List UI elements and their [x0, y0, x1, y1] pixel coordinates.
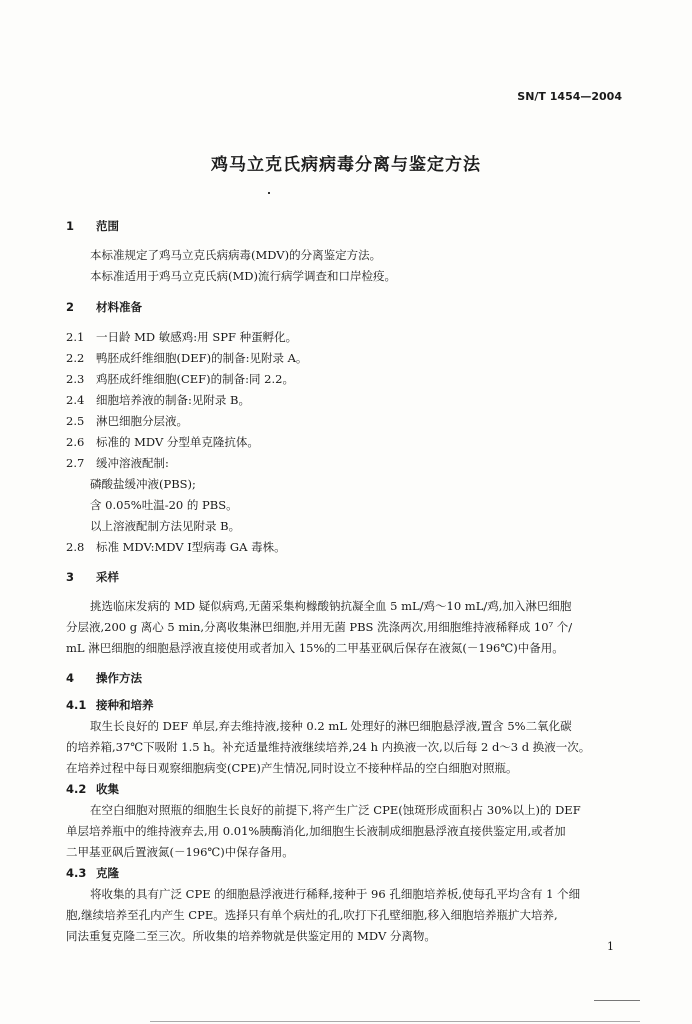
page-title: 鸡马立克氏病病毒分离与鉴定方法: [211, 155, 481, 175]
section-2-heading: 2 材料准备: [66, 300, 142, 314]
section-4-3-line: 将收集的具有广泛 CPE 的细胞悬浮液进行稀释,接种于 96 孔细胞培养板,使每孔平均含有 1 个细: [90, 887, 581, 901]
item-2-3: 2.3 鸡胚成纤维细胞(CEF)的制备:同 2.2。: [66, 372, 294, 386]
section-3-line: 分层液,200 g 离心 5 min,分离收集淋巴细胞,并用无菌 PBS 洗涤两次,用细胞维持液稀释成 10⁷ 个/: [66, 620, 573, 634]
item-2-1: 2.1 一日龄 MD 敏感鸡:用 SPF 种蛋孵化。: [66, 330, 298, 344]
item-2-4: 2.4 细胞培养液的制备:见附录 B。: [66, 393, 250, 407]
section-4-3-heading: 4.3 克隆: [66, 866, 119, 880]
bottom-scan-artifact: [150, 1021, 640, 1022]
item-2-7: 2.7 缓冲溶液配制:: [66, 456, 169, 470]
section-3-heading: 3 采样: [66, 570, 119, 584]
section-4-1-heading: 4.1 接种和培养: [66, 698, 154, 712]
section-4-2-line: 二甲基亚砜后置液氮(－196℃)中保存备用。: [66, 845, 294, 859]
section-4-3-line: 同法重复克隆二至三次。所收集的培养物就是供鉴定用的 MDV 分离物。: [66, 929, 436, 943]
item-2-2: 2.2 鸭胚成纤维细胞(DEF)的制备:见附录 A。: [66, 351, 308, 365]
section-3-line: 挑选临床发病的 MD 疑似病鸡,无菌采集枸橼酸钠抗凝全血 5 mL/鸡～10 mL/鸡,加入淋巴细胞: [90, 599, 572, 613]
section-1-heading: 1 范围: [66, 219, 119, 233]
section-1-line: 本标准规定了鸡马立克氏病病毒(MDV)的分离鉴定方法。: [90, 248, 382, 262]
section-1-line: 本标准适用于鸡马立克氏病(MD)流行病学调查和口岸检疫。: [90, 269, 396, 283]
section-4-2-heading: 4.2 收集: [66, 782, 119, 796]
footer-rule: [594, 1000, 640, 1001]
item-2-7-line: 含 0.05%吐温-20 的 PBS。: [90, 498, 238, 512]
item-2-7-line: 磷酸盐缓冲液(PBS);: [90, 477, 196, 491]
section-4-2-line: 单层培养瓶中的维持液弃去,用 0.01%胰酶消化,加细胞生长液制成细胞悬浮液直接供鉴定用,或者加: [66, 824, 566, 838]
stray-dot: [268, 192, 270, 194]
standard-number: SN/T 1454—2004: [517, 90, 622, 103]
section-4-2-line: 在空白细胞对照瓶的细胞生长良好的前提下,将产生广泛 CPE(蚀斑形成面积占 30%以上)的 DEF: [90, 803, 581, 817]
section-4-heading: 4 操作方法: [66, 671, 142, 685]
section-4-1-line: 取生长良好的 DEF 单层,弃去维持液,接种 0.2 mL 处理好的淋巴细胞悬浮液,置含 5%二氧化碳: [90, 719, 572, 733]
item-2-6: 2.6 标准的 MDV 分型单克隆抗体。: [66, 435, 259, 449]
item-2-7-line: 以上溶液配制方法见附录 B。: [90, 519, 241, 533]
section-4-3-line: 胞,继续培养至孔内产生 CPE。选择只有单个病灶的孔,吹打下孔壁细胞,移入细胞培养瓶扩大培养,: [66, 908, 558, 922]
item-2-5: 2.5 淋巴细胞分层液。: [66, 414, 188, 428]
item-2-8: 2.8 标准 MDV:MDV Ⅰ型病毒 GA 毒株。: [66, 540, 286, 554]
section-4-1-line: 在培养过程中每日观察细胞病变(CPE)产生情况,同时设立不接种样品的空白细胞对照瓶。: [66, 761, 518, 775]
page-number: 1: [607, 940, 614, 953]
section-4-1-line: 的培养箱,37℃下吸附 1.5 h。补充适量维持液继续培养,24 h 内换液一次,以后每 2 d～3 d 换液一次。: [66, 740, 591, 754]
section-3-line: mL 淋巴细胞的细胞悬浮液直接使用或者加入 15%的二甲基亚砜后保存在液氮(－196℃)中备用。: [66, 641, 564, 655]
